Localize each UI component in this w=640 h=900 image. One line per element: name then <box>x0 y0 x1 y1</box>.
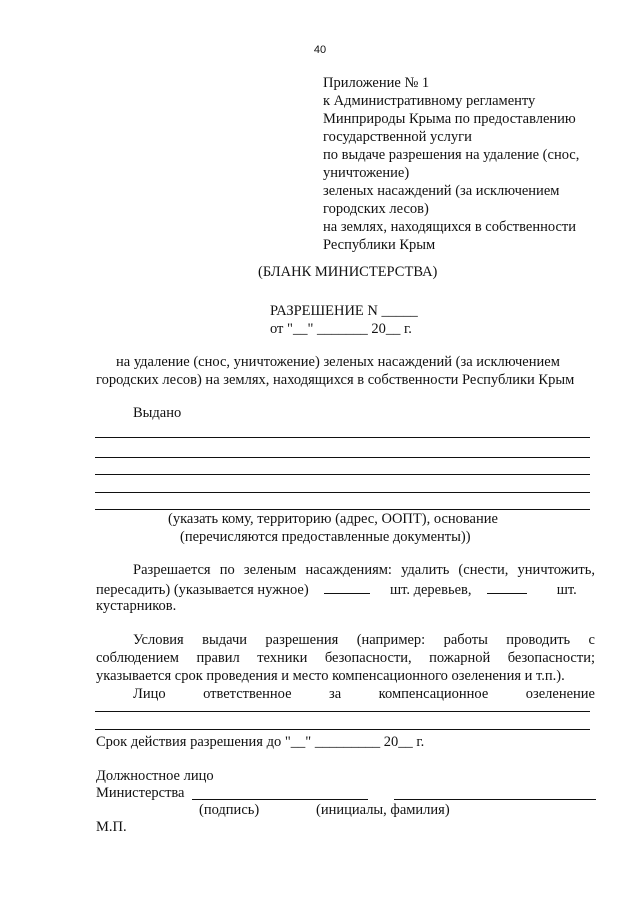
issued-to-line <box>95 474 590 475</box>
annex-line: Минприроды Крыма по предоставлению <box>323 111 576 127</box>
issued-to-line <box>95 509 590 510</box>
responsible-line <box>95 729 590 730</box>
issued-to-line <box>95 457 590 458</box>
name-line <box>394 799 596 800</box>
issued-to-hint-1: (указать кому, территорию (адрес, ООПТ), основание <box>168 511 498 527</box>
permit-title: РАЗРЕШЕНИЕ N _____ <box>270 303 418 319</box>
issued-to-line <box>95 437 590 438</box>
official-line-1: Должностное лицо <box>96 768 214 784</box>
allowed-line-3: кустарников. <box>96 598 177 614</box>
signature-line <box>192 799 368 800</box>
conditions-line-1: Условия выдачи разрешения (например: работы проводить с <box>133 632 595 648</box>
name-label: (инициалы, фамилия) <box>316 802 450 818</box>
page-number: 40 <box>313 44 327 56</box>
annex-line: уничтожение) <box>323 165 410 181</box>
annex-line: Республики Крым <box>323 237 436 253</box>
seal-label: М.П. <box>96 819 127 835</box>
issued-to-label: Выдано <box>133 405 182 421</box>
responsible-person: Лицо ответственное за компенсационное озеленение <box>133 686 595 702</box>
annex-line: к Административному регламенту <box>323 93 536 109</box>
allowed-line-2 <box>96 581 577 598</box>
signature-label: (подпись) <box>199 802 260 818</box>
annex-header <box>323 74 579 254</box>
issued-to-line <box>95 492 590 493</box>
subject-line-1: на удаление (снос, уничтожение) зеленых насаждений (за исключением <box>116 354 560 370</box>
subject-line-2: городских лесов) на землях, находящихся в собственности Республики Крым <box>96 372 575 388</box>
permit-date: от "__" _______ 20__ г. <box>270 321 412 337</box>
annex-line: зеленых насаждений (за исключением <box>323 183 560 199</box>
allowed-text-c: шт. <box>556 582 577 598</box>
annex-line: по выдаче разрешения на удаление (снос, <box>323 147 580 163</box>
annex-line: государственной услуги <box>323 129 472 145</box>
shrubs-count-blank <box>487 581 527 594</box>
annex-line: Приложение № 1 <box>323 75 430 91</box>
issued-to-hint-2: (перечисляются предоставленные документы)) <box>180 529 471 545</box>
conditions-line-3: указывается срок проведения и место компенсационного озеленения и т.п.). <box>96 668 565 684</box>
annex-line: городских лесов) <box>323 201 429 217</box>
validity-line: Срок действия разрешения до "__" _________ 20__ г. <box>96 734 425 750</box>
letterhead-placeholder: (БЛАНК МИНИСТЕРСТВА) <box>258 264 438 280</box>
allowed-text-b: шт. деревьев, <box>389 582 472 598</box>
annex-line: на землях, находящихся в собственности <box>323 219 576 235</box>
allowed-text-a: пересадить) (указывается нужное) <box>96 582 309 598</box>
allowed-line-1: Разрешается по зеленым насаждениям: удалить (снести, уничтожить, <box>133 562 595 578</box>
official-line-2: Министерства <box>96 785 185 801</box>
conditions-line-2: соблюдением правил техники безопасности, пожарной безопасности; <box>96 650 595 666</box>
responsible-line <box>95 711 590 712</box>
trees-count-blank <box>324 581 370 594</box>
